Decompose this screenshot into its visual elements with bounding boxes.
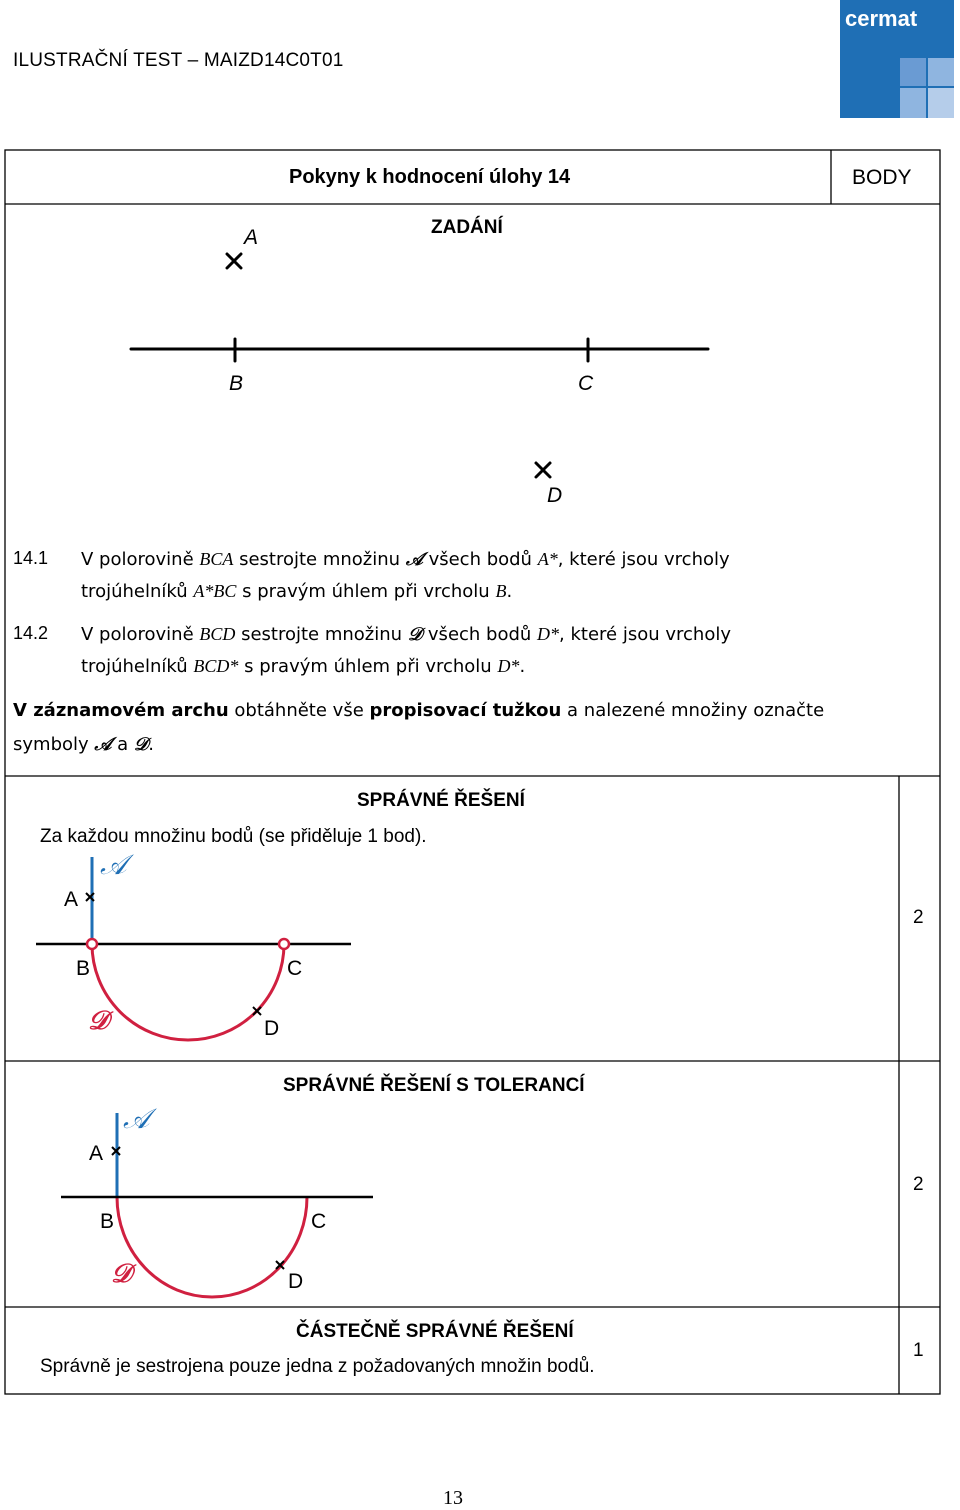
label-d: D (288, 1270, 304, 1293)
task-14-1-line2: trojúhelníků A*BC s pravým úhlem při vrcholu B. (81, 581, 513, 602)
label-set-d: 𝒟 (111, 1259, 132, 1288)
points-value: 1 (913, 1340, 924, 1361)
label-b: B (229, 372, 244, 395)
task-14-1-line1: V polorovině BCA sestrojte množinu 𝒜 všech bodů A*, které jsou vrcholy (81, 549, 730, 570)
label-d: D (264, 1017, 280, 1040)
task-14-2-line2: trojúhelníků BCD* s pravým úhlem při vrcholu D*. (81, 656, 526, 677)
solution-heading: SPRÁVNÉ ŘEŠENÍ S TOLERANCÍ (283, 1075, 585, 1096)
points-value: 2 (913, 907, 924, 928)
instruction-line2: symboly 𝒜 a 𝒟. (13, 734, 155, 755)
label-c: C (311, 1210, 327, 1233)
task-14-2-line1: V polorovině BCD sestrojte množinu 𝒟 všech bodů D*, které jsou vrcholy (81, 624, 731, 645)
label-set-d: 𝒟 (88, 1006, 109, 1035)
points-value: 2 (913, 1174, 924, 1195)
label-b: B (100, 1210, 115, 1233)
logo-text: cermat (845, 6, 918, 31)
label-b: B (76, 957, 91, 980)
label-a: A (64, 888, 79, 911)
solution-note: Za každou množinu bodů (se přiděluje 1 bod). (40, 826, 427, 847)
label-d: D (547, 484, 563, 507)
label-c: C (578, 372, 594, 395)
solution-heading: SPRÁVNÉ ŘEŠENÍ (357, 790, 525, 811)
label-set-a: 𝒜 (123, 1104, 150, 1135)
label-a: A (244, 226, 259, 249)
page-header-title: ILUSTRAČNÍ TEST – MAIZD14C0T01 (13, 50, 344, 71)
semicircle-set-d (117, 1197, 307, 1297)
label-a: A (89, 1142, 104, 1165)
points-column-header: BODY (852, 166, 912, 189)
label-c: C (287, 957, 303, 980)
label-set-a: 𝒜 (100, 850, 127, 881)
solution-note: Správně je sestrojena pouze jedna z požadovaných množin bodů. (40, 1356, 595, 1377)
table-title: Pokyny k hodnocení úlohy 14 (289, 166, 571, 188)
page-number: 13 (443, 1487, 463, 1509)
assignment-label: ZADÁNÍ (431, 217, 503, 238)
task-number: 14.1 (13, 548, 49, 568)
task-number: 14.2 (13, 623, 49, 643)
solution-heading: ČÁSTEČNĚ SPRÁVNÉ ŘEŠENÍ (296, 1321, 574, 1342)
instruction-line1: V záznamovém archu obtáhněte vše propisovací tužkou a nalezené množiny označte (13, 700, 825, 721)
